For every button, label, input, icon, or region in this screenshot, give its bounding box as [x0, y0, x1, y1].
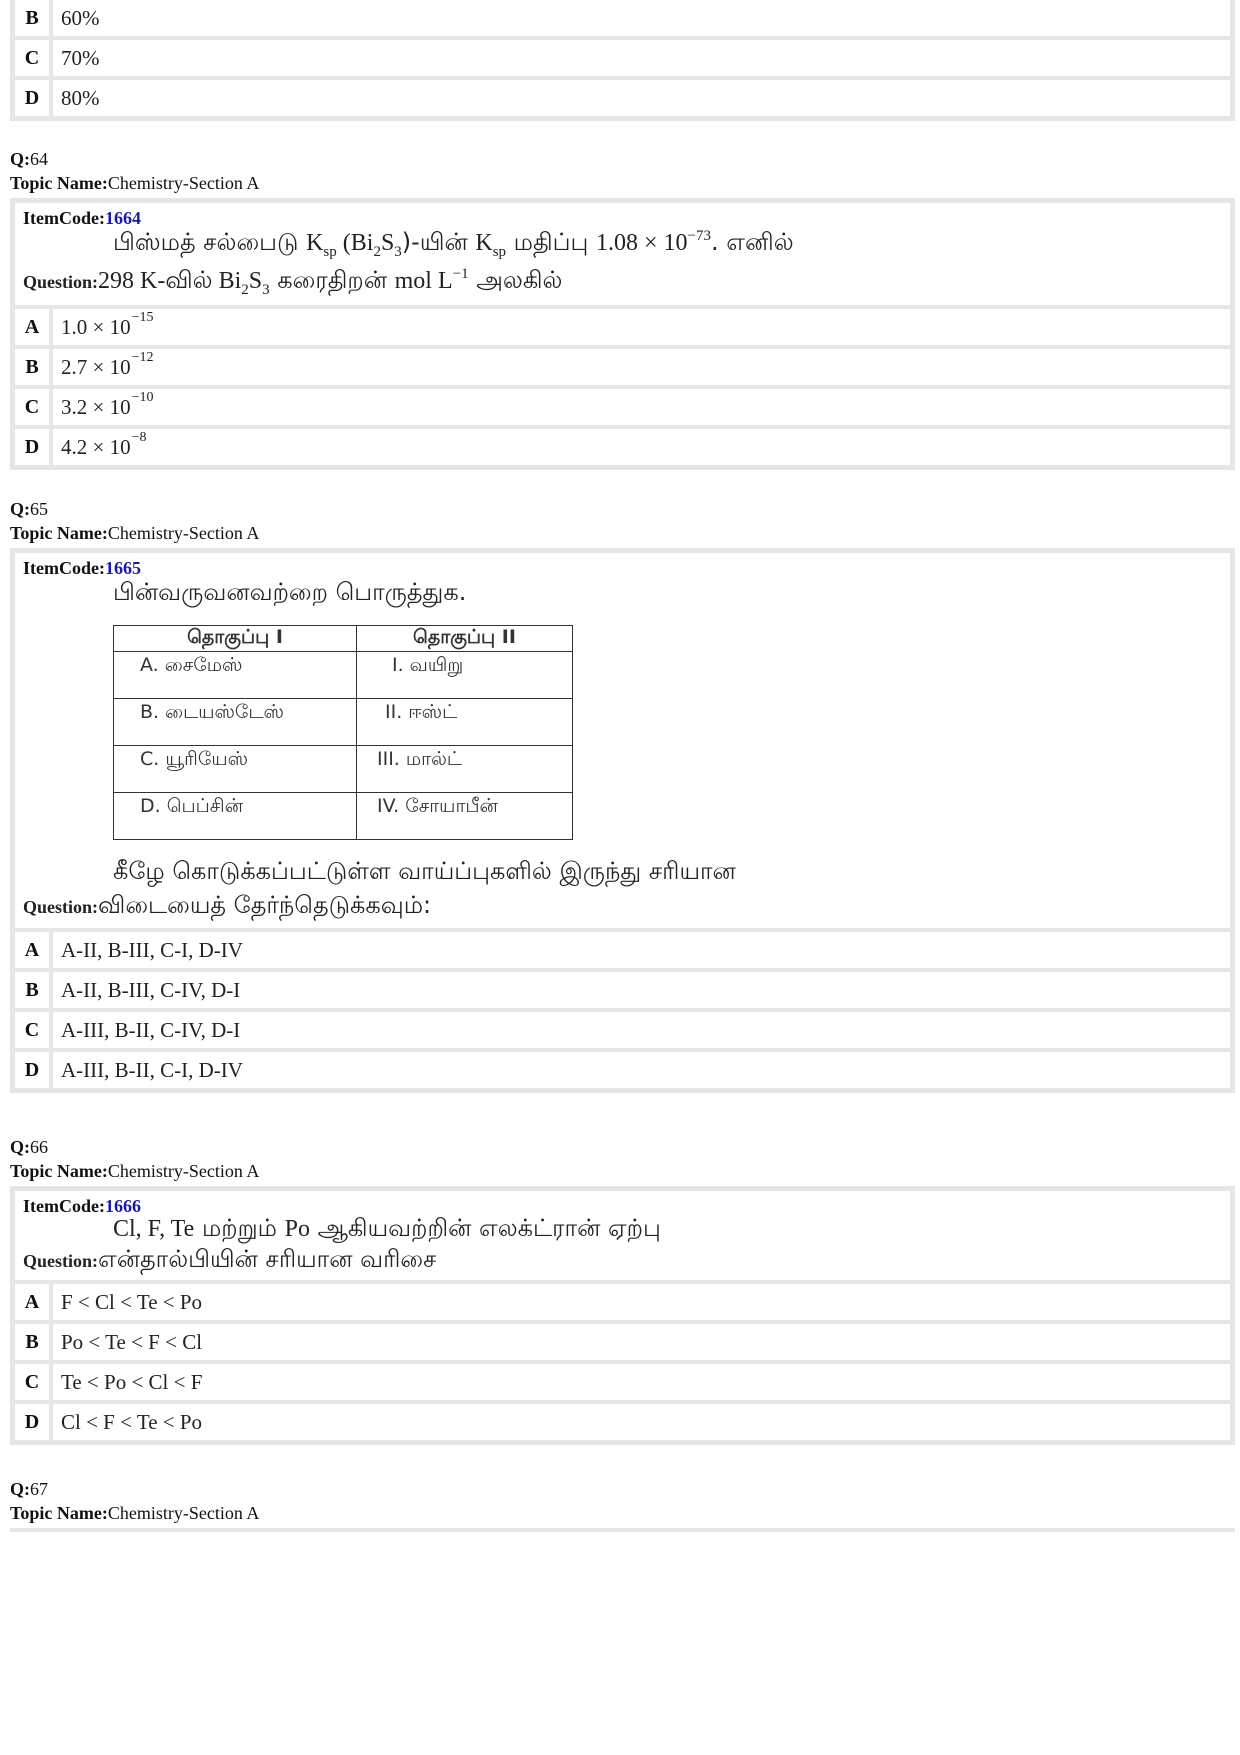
option-row[interactable] — [15, 385, 1230, 425]
topic-label: Topic Name: — [10, 173, 108, 193]
option-row[interactable] — [15, 1320, 1230, 1360]
q-label: Q: — [10, 149, 30, 169]
topic-name: Chemistry-Section A — [107, 523, 260, 543]
item-code-value: 1665 — [104, 558, 141, 578]
option-row[interactable] — [15, 932, 1230, 968]
question-line-2: Question:விடையைத் தேர்ந்தெடுக்கவும்: — [23, 891, 432, 919]
item-code-value: 1664 — [104, 208, 141, 228]
divider — [10, 1528, 1235, 1532]
table-cell: A. சைமேஸ் — [114, 652, 357, 699]
question-64-header — [10, 147, 259, 195]
option-letter: D — [15, 80, 53, 116]
question-number: 64 — [30, 149, 48, 169]
item-code: ItemCode:1665 — [23, 558, 141, 578]
option-text: 2.7 × 10 $^{-12}$ — [61, 350, 154, 379]
option-row[interactable] — [15, 1008, 1230, 1048]
option-row[interactable] — [15, 1400, 1230, 1440]
option-row[interactable] — [15, 345, 1230, 385]
option-text: 70% — [61, 45, 100, 70]
option-letter: B — [15, 0, 53, 36]
option-letter: B — [15, 349, 53, 385]
question-line-2: Question:298 K-வில் $Bi_2S_3$ கரைதிறன் mol $L^{-1}$ அலகில் — [23, 266, 563, 298]
option-letter: B — [15, 972, 53, 1008]
question-intro: பின்வருவனவற்றை பொருத்துக. — [113, 578, 467, 606]
table-cell: II. ஈஸ்ட் — [357, 699, 573, 746]
matching-table — [113, 625, 573, 840]
question-number: 65 — [30, 499, 48, 519]
option-row[interactable] — [15, 309, 1230, 345]
option-row[interactable] — [15, 0, 1230, 36]
table-cell: III. மால்ட் — [357, 746, 573, 793]
option-letter: D — [15, 429, 53, 465]
question-66-header — [10, 1135, 259, 1183]
question-body — [15, 553, 1230, 928]
option-row[interactable] — [15, 425, 1230, 465]
option-row[interactable] — [15, 1284, 1230, 1320]
option-letter: A — [15, 1284, 53, 1320]
option-row[interactable] — [15, 1048, 1230, 1088]
option-letter: B — [15, 1324, 53, 1360]
option-text: A-II, B-III, C-IV, D-I — [61, 977, 241, 1002]
item-code-value: 1666 — [104, 1196, 141, 1216]
option-letter: D — [15, 1404, 53, 1440]
option-text: Po < Te < F < Cl — [61, 1329, 203, 1354]
option-text: 1.0 × 10 $^{-15}$ — [61, 310, 154, 339]
question-body — [15, 1191, 1230, 1280]
question-63-options — [10, 0, 1235, 121]
question-line-1: கீழே கொடுக்கப்பட்டுள்ள வாய்ப்புகளில் இருந்து சரியான — [113, 857, 736, 885]
option-text: 4.2 × 10 $^{-8}$ — [61, 430, 147, 459]
option-letter: C — [15, 389, 53, 425]
question-67-header — [10, 1477, 259, 1525]
question-line-1: பிஸ்மத் சல்பைடு $K_{sp}$ $(Bi_2S_3)-யின்$ $K_{sp}$ மதிப்பு $1.08 \times 10^{-73}$. எனில் — [113, 228, 794, 260]
option-letter: C — [15, 1012, 53, 1048]
topic-name: Chemistry-Section A — [107, 1503, 260, 1523]
item-code: ItemCode:1664 — [23, 208, 141, 228]
table-header: தொகுப்பு I — [114, 626, 357, 652]
option-text: A-III, B-II, C-IV, D-I — [61, 1017, 241, 1042]
option-text: Te < Po < Cl < F — [61, 1369, 203, 1394]
topic-label: Topic Name: — [10, 1503, 108, 1523]
question-65-header — [10, 497, 259, 545]
question-label: Question: — [23, 1251, 99, 1271]
topic-name: Chemistry-Section A — [107, 173, 260, 193]
option-letter: C — [15, 1364, 53, 1400]
question-label: Question: — [23, 272, 99, 292]
q-label: Q: — [10, 1137, 30, 1157]
question-64-card — [10, 198, 1235, 470]
item-code: ItemCode:1666 — [23, 1196, 141, 1216]
option-text: A-III, B-II, C-I, D-IV — [61, 1057, 243, 1082]
table-cell: B. டையஸ்டேஸ் — [114, 699, 357, 746]
table-cell: IV. சோயாபீன் — [357, 793, 573, 840]
option-row[interactable] — [15, 76, 1230, 116]
option-text: 80% — [61, 85, 100, 110]
table-cell: C. யூரியேஸ் — [114, 746, 357, 793]
topic-label: Topic Name: — [10, 523, 108, 543]
q-label: Q: — [10, 499, 30, 519]
question-66-card — [10, 1186, 1235, 1445]
table-header: தொகுப்பு II — [357, 626, 573, 652]
question-number: 67 — [30, 1479, 48, 1499]
option-row[interactable] — [15, 968, 1230, 1008]
option-letter: C — [15, 40, 53, 76]
question-65-card — [10, 548, 1235, 1093]
question-line-1: Cl, F, Te மற்றும் Po ஆகியவற்றின் எலக்ட்ரான் ஏற்பு — [113, 1214, 661, 1242]
option-text: 3.2 × 10 $^{-10}$ — [61, 390, 154, 419]
question-line-2: Question:என்தால்பியின் சரியான வரிசை — [23, 1245, 437, 1273]
option-text: F < Cl < Te < Po — [61, 1289, 203, 1314]
option-row[interactable] — [15, 36, 1230, 76]
topic-label: Topic Name: — [10, 1161, 108, 1181]
question-label: Question: — [23, 897, 99, 917]
table-cell: I. வயிறு — [357, 652, 573, 699]
question-number: 66 — [30, 1137, 48, 1157]
q-label: Q: — [10, 1479, 30, 1499]
option-text: Cl < F < Te < Po — [61, 1409, 203, 1434]
option-letter: A — [15, 932, 53, 968]
option-letter: A — [15, 309, 53, 345]
table-cell: D. பெப்சின் — [114, 793, 357, 840]
option-row[interactable] — [15, 1360, 1230, 1400]
question-body — [15, 203, 1230, 305]
topic-name: Chemistry-Section A — [107, 1161, 260, 1181]
option-text: A-II, B-III, C-I, D-IV — [61, 937, 243, 962]
option-letter: D — [15, 1052, 53, 1088]
option-text: 60% — [61, 5, 100, 30]
